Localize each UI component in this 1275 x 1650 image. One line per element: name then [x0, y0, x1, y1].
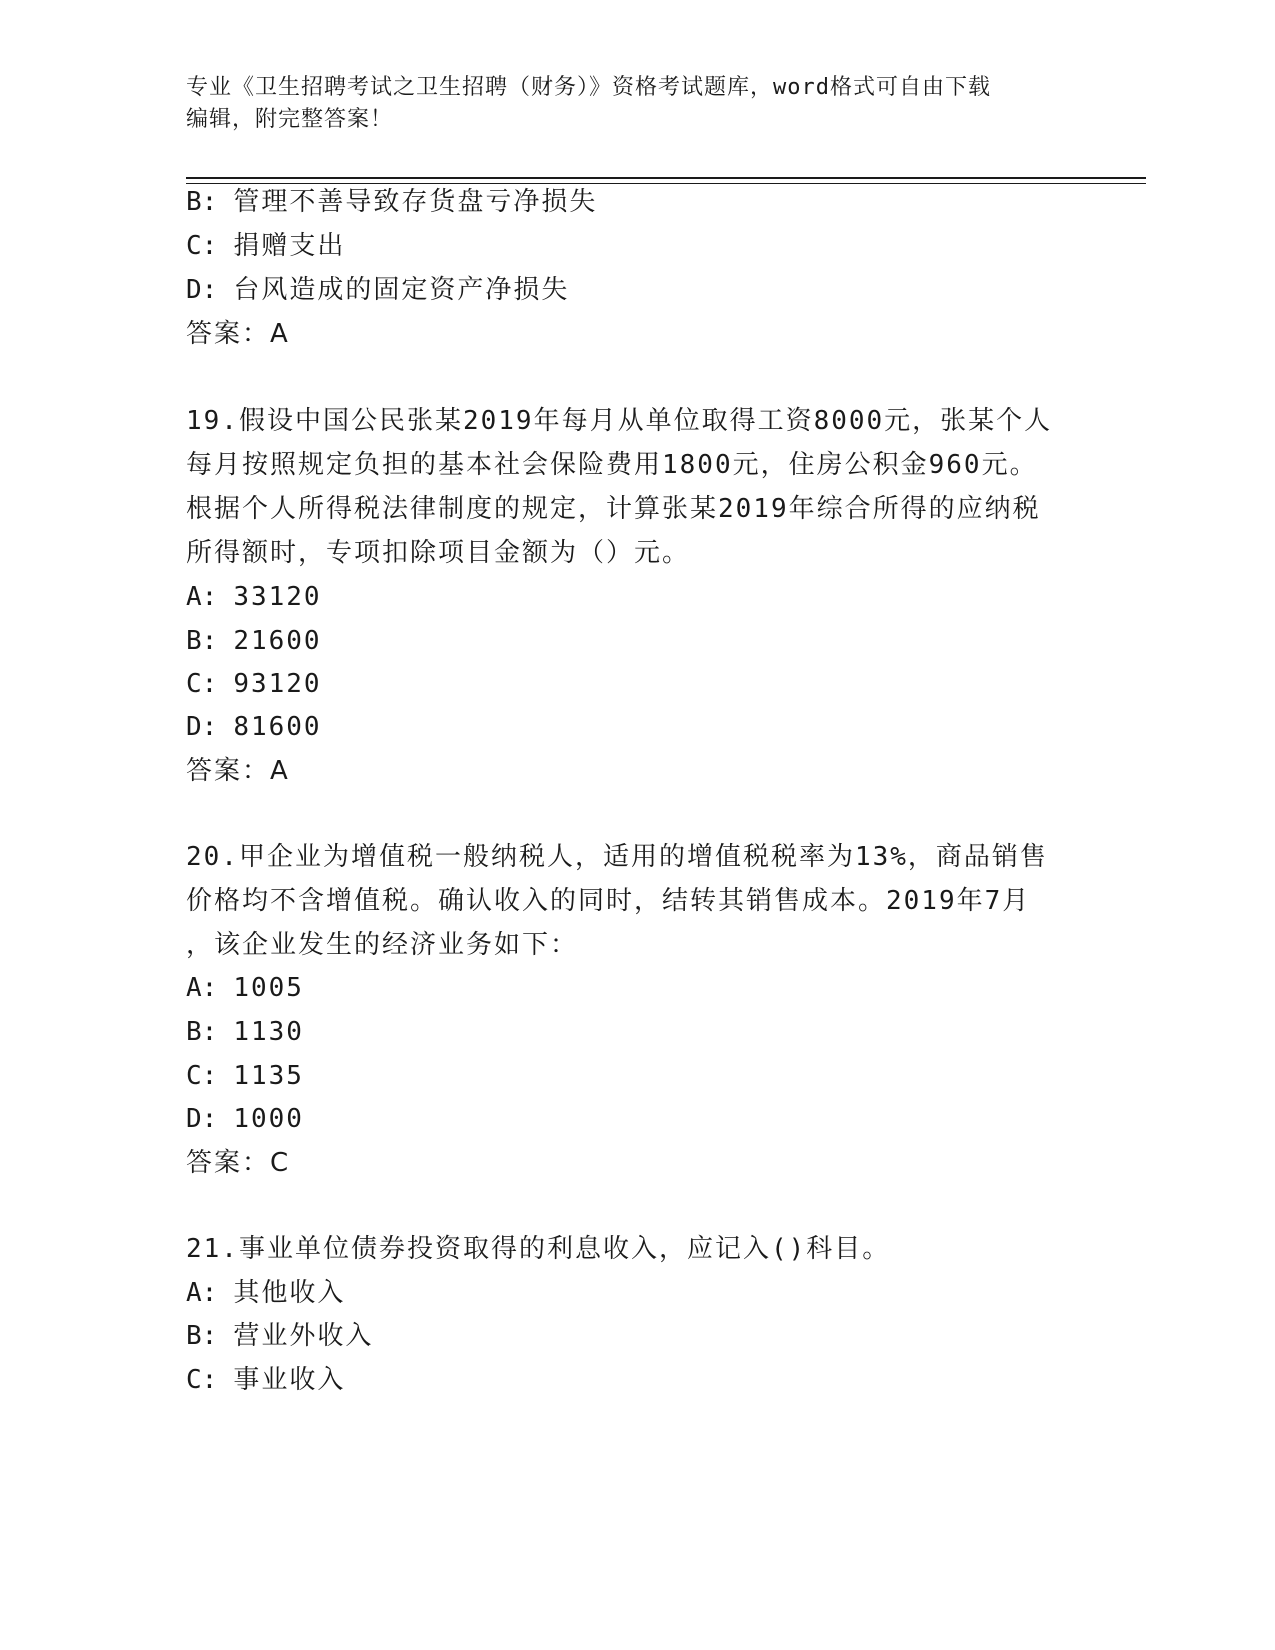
q20-stem-line-1: 20.甲企业为增值税一般纳税人，适用的增值税税率为13%，商品销售: [186, 842, 1048, 872]
q19-answer: 答案：A: [186, 756, 290, 786]
q21-option-c: C: 事业收入: [186, 1365, 346, 1395]
q19-option-d: D: 81600: [186, 712, 322, 742]
q19-stem-line-3: 根据个人所得税法律制度的规定，计算张某2019年综合所得的应纳税: [186, 494, 1041, 524]
q21-stem-line-1: 21.事业单位债券投资取得的利息收入，应记入()科目。: [186, 1234, 891, 1264]
q21-option-a: A: 其他收入: [186, 1278, 346, 1308]
q20-option-c: C: 1135: [186, 1061, 304, 1091]
prev-option-b: B: 管理不善导致存货盘亏净损失: [186, 187, 598, 217]
q20-stem-line-3: ，该企业发生的经济业务如下：: [186, 930, 579, 960]
q20-option-a: A: 1005: [186, 973, 304, 1003]
q20-answer: 答案：C: [186, 1148, 291, 1178]
document-header: [186, 72, 1066, 136]
prev-option-c: C: 捐赠支出: [186, 231, 346, 261]
header-line-1: 专业《卫生招聘考试之卫生招聘（财务）》资格考试题库，word格式可自由下载: [186, 75, 991, 100]
prev-option-d: D: 台风造成的固定资产净损失: [186, 275, 570, 305]
header-line-2: 编辑，附完整答案！: [186, 107, 394, 132]
q20-option-b: B: 1130: [186, 1017, 304, 1047]
q20-stem-line-2: 价格均不含增值税。确认收入的同时，结转其销售成本。2019年7月: [186, 886, 1031, 916]
q19-stem-line-4: 所得额时，专项扣除项目金额为（）元。: [186, 538, 691, 568]
q19-option-c: C: 93120: [186, 669, 322, 699]
q19-stem-line-1: 19.假设中国公民张某2019年每月从单位取得工资8000元，张某个人: [186, 406, 1053, 436]
q21-option-b: B: 营业外收入: [186, 1321, 374, 1351]
q19-option-b: B: 21600: [186, 626, 322, 656]
q20-option-d: D: 1000: [186, 1104, 304, 1134]
header-rule-thick: [186, 177, 1146, 179]
prev-answer: 答案：A: [186, 319, 290, 349]
q19-option-a: A: 33120: [186, 582, 322, 612]
header-rule-thin: [186, 183, 1146, 184]
q19-stem-line-2: 每月按照规定负担的基本社会保险费用1800元，住房公积金960元。: [186, 450, 1038, 480]
